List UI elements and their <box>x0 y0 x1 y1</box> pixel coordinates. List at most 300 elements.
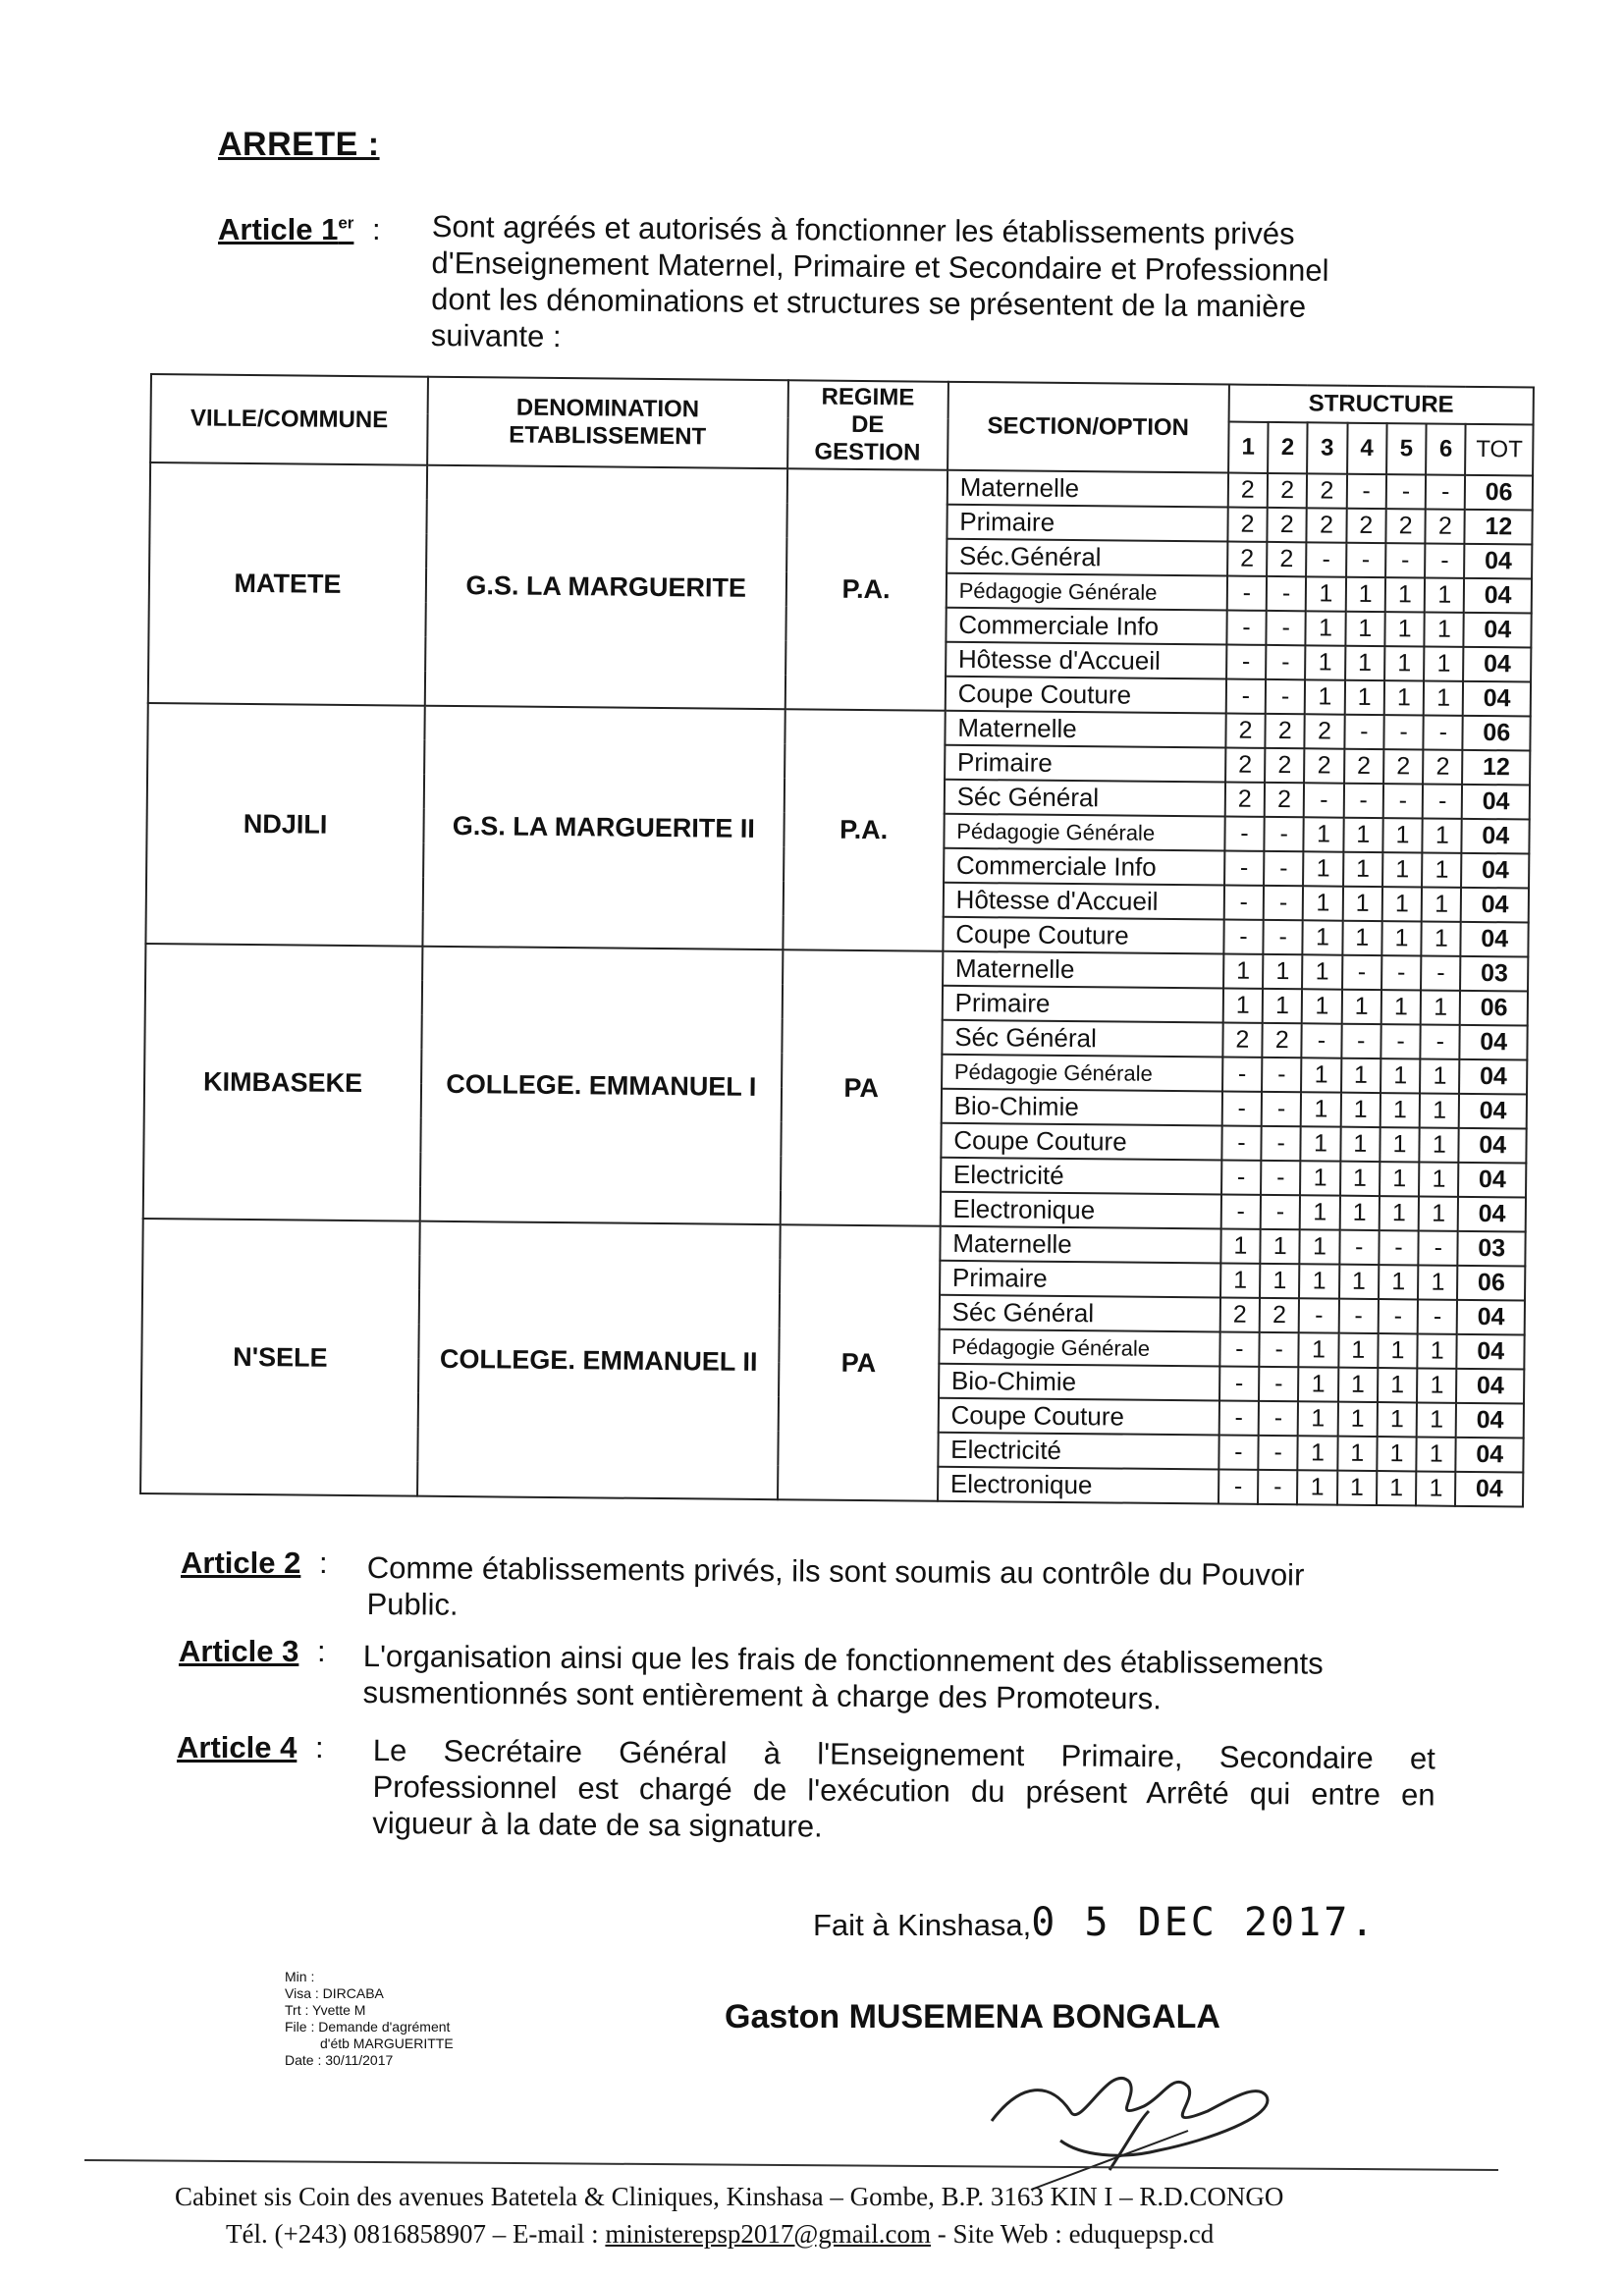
cell-year-6: 1 <box>1424 680 1464 715</box>
cell-year-2: 2 <box>1262 1023 1302 1058</box>
cell-year-1: 1 <box>1223 954 1264 989</box>
memo-line: Visa : DIRCABA <box>285 1985 384 2001</box>
cell-year-2: - <box>1262 1058 1302 1092</box>
cell-year-4: 1 <box>1338 1333 1379 1368</box>
handwritten-signature <box>962 2023 1316 2199</box>
cell-year-2: - <box>1261 1161 1301 1195</box>
cell-year-5: - <box>1386 474 1427 509</box>
cell-year-2: - <box>1261 1126 1301 1161</box>
cell-year-4: 1 <box>1345 612 1385 646</box>
cell-year-3: 1 <box>1300 1161 1340 1195</box>
cell-year-3: 1 <box>1300 1229 1340 1264</box>
cell-year-1: - <box>1218 1435 1259 1469</box>
cell-year-6: 1 <box>1416 1471 1456 1505</box>
cell-year-1: - <box>1218 1400 1259 1435</box>
footer-address: Cabinet sis Coin des avenues Batetela & Cliniques, Kinshasa – Gombe, B.P. 3163 KIN I – R.D.CONGO <box>175 2182 1284 2211</box>
article-1-line: dont les dénominations et structures se présentent de la manière <box>431 281 1307 324</box>
cell-year-5: 1 <box>1384 646 1425 680</box>
cell-total: 04 <box>1457 1300 1525 1335</box>
cell-ville: KIMBASEKE <box>143 944 423 1221</box>
cell-total: 04 <box>1456 1369 1524 1404</box>
cell-total: 04 <box>1464 613 1532 648</box>
cell-regime: PA <box>778 1224 941 1501</box>
cell-section: Pédagogie Générale <box>942 1055 1222 1092</box>
cell-year-6: 1 <box>1423 818 1463 852</box>
cell-year-1: - <box>1223 886 1264 920</box>
cell-year-3: 1 <box>1303 920 1343 954</box>
article-3-header <box>179 1632 336 1671</box>
cell-year-6: - <box>1419 1230 1459 1265</box>
cell-year-2: - <box>1259 1401 1299 1436</box>
cell-year-4: 1 <box>1340 1093 1380 1127</box>
cell-year-2: 2 <box>1268 473 1308 508</box>
cell-year-3: 1 <box>1303 886 1343 920</box>
cell-total: 04 <box>1461 922 1529 957</box>
cell-year-3: 1 <box>1301 1092 1341 1126</box>
cell-year-5: 1 <box>1378 1402 1418 1437</box>
article-2-separator: : <box>318 1546 328 1580</box>
cell-year-6: 1 <box>1420 1093 1460 1127</box>
cell-year-6: 2 <box>1426 509 1466 543</box>
cell-ville: N'SELE <box>140 1219 420 1496</box>
cell-total: 04 <box>1462 819 1530 854</box>
article-4-line: Le Secrétaire Général à l'Enseignement Primaire, Secondaire et <box>372 1733 1435 1776</box>
cell-total: 04 <box>1460 1025 1528 1060</box>
cell-year-1: - <box>1221 1161 1262 1195</box>
article-3-label: Article 3 <box>179 1634 299 1668</box>
cell-year-3: 1 <box>1300 1195 1340 1229</box>
cell-section: Séc Général <box>942 1020 1222 1058</box>
cell-year-3: - <box>1304 783 1344 817</box>
header-denomination: DENOMINATION ETABLISSEMENT <box>427 377 787 469</box>
cell-year-6: - <box>1426 474 1466 509</box>
cell-year-4: 1 <box>1340 1162 1380 1196</box>
cell-year-6: - <box>1418 1299 1458 1333</box>
cell-year-5: - <box>1383 784 1424 818</box>
article-2-line: Public. <box>366 1586 459 1622</box>
cell-year-5: 1 <box>1384 612 1425 646</box>
cell-year-6: 1 <box>1420 1058 1460 1093</box>
cell-total: 04 <box>1465 544 1533 579</box>
cell-etablissement: G.S. LA MARGUERITE <box>425 465 787 710</box>
header-section: SECTION/OPTION <box>947 382 1229 473</box>
cell-year-1: - <box>1226 679 1267 714</box>
cell-section: Electronique <box>940 1192 1220 1229</box>
article-2-header <box>181 1544 338 1583</box>
article-1-line: d'Enseignement Maternel, Primaire et Secondaire et Professionnel <box>431 244 1329 288</box>
header-ville: VILLE/COMMUNE <box>150 374 428 465</box>
cell-year-4: 1 <box>1342 887 1382 921</box>
cell-section: Pédagogie Générale <box>944 814 1224 851</box>
header-col-6: 6 <box>1426 423 1466 474</box>
cell-total: 12 <box>1465 510 1533 545</box>
cell-year-5: 1 <box>1380 1196 1420 1230</box>
cell-year-4: 1 <box>1339 1265 1380 1299</box>
cell-year-3: - <box>1306 542 1346 576</box>
cell-year-6: 1 <box>1424 646 1464 680</box>
cell-total: 03 <box>1460 956 1528 992</box>
cell-year-2: - <box>1258 1436 1298 1470</box>
cell-year-2: 2 <box>1267 542 1307 576</box>
cell-year-2: - <box>1266 611 1306 645</box>
structure-table <box>139 373 1535 1507</box>
cell-year-6: - <box>1421 1024 1461 1058</box>
cell-total: 04 <box>1463 681 1531 717</box>
cell-year-1: - <box>1224 817 1265 851</box>
cell-year-4: 1 <box>1343 818 1383 852</box>
cell-year-3: 1 <box>1298 1401 1338 1436</box>
cell-section: Hôtesse d'Accueil <box>943 883 1223 920</box>
article-3-body <box>362 1638 1323 1718</box>
cell-year-4: 1 <box>1337 1402 1378 1437</box>
cell-year-1: - <box>1221 1126 1262 1161</box>
cell-year-5: 1 <box>1379 1265 1419 1299</box>
cell-year-6: 1 <box>1417 1402 1457 1437</box>
cell-year-6: 1 <box>1422 887 1462 921</box>
cell-etablissement: G.S. LA MARGUERITE II <box>422 706 785 950</box>
article-3-line: L'organisation ainsi que les frais de fonctionnement des établissements <box>362 1639 1324 1681</box>
cell-year-2: 1 <box>1263 989 1303 1023</box>
cell-section: Pédagogie Générale <box>946 573 1226 611</box>
cell-year-3: 1 <box>1306 611 1346 645</box>
cell-year-1: - <box>1227 576 1268 611</box>
cell-year-3: 1 <box>1305 679 1345 714</box>
article-3-line: susmentionnés sont entièrement à charge des Promoteurs. <box>362 1674 1163 1716</box>
article-1-header <box>218 204 391 249</box>
place-date-line <box>813 1900 1377 1945</box>
cell-total: 03 <box>1458 1231 1526 1267</box>
cell-ville: NDJILI <box>145 703 424 947</box>
cell-year-3: 1 <box>1299 1264 1339 1298</box>
article-1-label: Article 1er <box>218 212 354 247</box>
cell-year-4: - <box>1346 543 1386 577</box>
cell-regime: P.A. <box>783 709 946 951</box>
header-col-1: 1 <box>1228 422 1269 473</box>
cell-year-1: 1 <box>1222 989 1263 1023</box>
footer <box>175 2178 1283 2252</box>
cell-year-1: - <box>1219 1332 1260 1367</box>
cell-section: Maternelle <box>945 711 1225 748</box>
cell-year-1: - <box>1220 1195 1261 1229</box>
date-stamp: 0 5 DEC 2017. <box>1031 1900 1378 1945</box>
cell-year-3: 1 <box>1297 1470 1337 1504</box>
cell-year-2: 2 <box>1265 783 1305 817</box>
cell-year-2: - <box>1264 851 1304 886</box>
footer-website: - Site Web : eduquepsp.cd <box>931 2219 1215 2249</box>
cell-year-6: - <box>1424 715 1464 749</box>
article-4-separator: : <box>314 1730 324 1764</box>
cell-year-2: 2 <box>1265 748 1305 783</box>
cell-year-4: 2 <box>1346 509 1386 543</box>
cell-section: Maternelle <box>940 1226 1220 1264</box>
cell-year-5: 1 <box>1382 818 1423 852</box>
cell-section: Maternelle <box>943 951 1223 989</box>
cell-year-6: 1 <box>1419 1196 1459 1230</box>
cell-year-6: - <box>1423 784 1463 818</box>
cell-year-1: 2 <box>1225 714 1266 748</box>
cell-year-3: 2 <box>1304 748 1344 783</box>
cell-year-1: - <box>1221 1092 1262 1126</box>
cell-year-2: - <box>1259 1367 1299 1401</box>
cell-year-5: 1 <box>1380 1162 1420 1196</box>
cell-year-3: - <box>1299 1298 1339 1332</box>
header-col-3: 3 <box>1307 422 1347 473</box>
cell-year-1: 2 <box>1222 1023 1263 1058</box>
article-1-body <box>431 208 1329 361</box>
cell-year-6: - <box>1425 543 1465 577</box>
cell-year-2: 2 <box>1260 1298 1300 1332</box>
cell-year-1: 2 <box>1219 1298 1260 1332</box>
cell-year-3: 1 <box>1302 954 1342 989</box>
cell-year-1: 2 <box>1227 542 1268 576</box>
cell-section: Maternelle <box>947 470 1228 508</box>
cell-year-1: - <box>1226 645 1267 679</box>
cell-etablissement: COLLEGE. EMMANUEL II <box>417 1221 780 1500</box>
cell-year-3: - <box>1302 1023 1342 1058</box>
routing-memo <box>285 1969 454 2069</box>
cell-year-4: 1 <box>1345 577 1385 612</box>
cell-year-1: 2 <box>1228 473 1269 508</box>
cell-year-3: 2 <box>1305 714 1345 748</box>
cell-total: 06 <box>1457 1266 1525 1301</box>
footer-phone: Tél. (+243) 0816858907 – E-mail : <box>226 2219 606 2249</box>
cell-year-5: 1 <box>1382 852 1423 887</box>
cell-year-4: - <box>1346 474 1386 509</box>
cell-year-5: 1 <box>1378 1333 1418 1368</box>
cell-section: Coupe Couture <box>938 1398 1218 1436</box>
memo-line: Min : <box>285 1969 315 1984</box>
article-2-label: Article 2 <box>181 1546 301 1580</box>
header-col-4: 4 <box>1347 423 1387 474</box>
cell-year-6: 1 <box>1422 852 1462 887</box>
article-2-body <box>366 1549 1304 1629</box>
cell-year-5: 1 <box>1381 990 1422 1024</box>
cell-ville: MATETE <box>148 462 427 706</box>
cell-total: 04 <box>1464 578 1532 614</box>
cell-year-2: 1 <box>1260 1229 1300 1264</box>
cell-section: Bio-Chimie <box>939 1364 1219 1401</box>
cell-year-1: 2 <box>1227 508 1268 542</box>
cell-year-4: 1 <box>1339 1196 1380 1230</box>
cell-year-2: - <box>1259 1332 1299 1367</box>
cell-year-2: - <box>1266 679 1306 714</box>
cell-year-3: 1 <box>1303 851 1343 886</box>
article-4-line: vigueur à la date de sa signature. <box>372 1805 823 1844</box>
cell-year-5: - <box>1381 955 1422 990</box>
cell-year-1: - <box>1218 1469 1259 1503</box>
cell-year-5: 1 <box>1384 680 1425 715</box>
cell-year-5: 1 <box>1382 887 1423 921</box>
memo-line: Trt : Yvette M <box>285 2002 366 2018</box>
cell-year-4: - <box>1342 955 1382 990</box>
cell-year-6: - <box>1421 955 1461 990</box>
cell-total: 04 <box>1459 1059 1527 1095</box>
cell-section: Coupe Couture <box>943 917 1223 954</box>
cell-year-5: - <box>1385 543 1426 577</box>
cell-section: Primaire <box>942 986 1222 1023</box>
cell-year-3: 1 <box>1301 1058 1341 1092</box>
cell-section: Electricité <box>941 1158 1221 1195</box>
header-col-5: 5 <box>1386 423 1427 474</box>
cell-section: Commerciale Info <box>944 848 1224 886</box>
cell-year-3: 2 <box>1307 473 1347 508</box>
cell-section: Primaire <box>940 1261 1220 1298</box>
cell-year-4: 2 <box>1344 749 1384 784</box>
cell-year-6: 2 <box>1423 749 1463 784</box>
cell-total: 04 <box>1459 1094 1527 1129</box>
cell-regime: PA <box>780 950 943 1226</box>
cell-year-1: - <box>1223 920 1264 954</box>
cell-year-2: 1 <box>1260 1264 1300 1298</box>
cell-year-1: 2 <box>1225 748 1266 783</box>
cell-year-6: 1 <box>1420 1127 1460 1162</box>
cell-year-2: - <box>1264 886 1304 920</box>
cell-year-4: 1 <box>1342 921 1382 955</box>
cell-section: Electronique <box>938 1467 1218 1504</box>
cell-year-5: - <box>1379 1230 1419 1265</box>
cell-total: 04 <box>1455 1472 1523 1507</box>
cell-year-1: 1 <box>1220 1229 1261 1264</box>
cell-section: Séc Général <box>944 780 1224 817</box>
cell-year-3: 1 <box>1302 989 1342 1023</box>
page-heading: ARRETE : <box>218 126 380 163</box>
cell-section: Séc Général <box>939 1295 1219 1332</box>
cell-year-6: 1 <box>1425 612 1465 646</box>
cell-year-5: 1 <box>1377 1437 1417 1471</box>
header-structure: STRUCTURE <box>1228 385 1534 425</box>
cell-total: 04 <box>1464 647 1532 682</box>
cell-section: Electricité <box>938 1433 1218 1470</box>
cell-total: 06 <box>1465 475 1533 511</box>
cell-total: 06 <box>1463 716 1531 751</box>
cell-section: Pédagogie Générale <box>939 1329 1219 1367</box>
cell-year-5: 2 <box>1385 509 1426 543</box>
cell-year-5: 1 <box>1381 921 1422 955</box>
cell-year-3: 1 <box>1298 1436 1338 1470</box>
cell-year-4: - <box>1338 1299 1379 1333</box>
cell-year-6: 1 <box>1417 1368 1457 1402</box>
cell-section: Bio-Chimie <box>941 1089 1221 1126</box>
cell-year-3: 1 <box>1306 576 1346 611</box>
cell-year-1: 2 <box>1224 783 1265 817</box>
cell-year-2: 2 <box>1267 508 1307 542</box>
footer-contact <box>175 2215 1283 2252</box>
cell-year-5: 2 <box>1383 749 1424 784</box>
cell-year-6: 1 <box>1417 1437 1457 1471</box>
article-1-line: Sont agréés et autorisés à fonctionner les établissements privés <box>431 208 1295 251</box>
cell-regime: P.A. <box>785 468 947 711</box>
article-4-line: Professionnel est chargé de l'exécution du présent Arrêté qui entre en <box>372 1768 1435 1813</box>
header-col-2: 2 <box>1268 422 1308 473</box>
cell-year-4: 1 <box>1340 1127 1380 1162</box>
cell-year-6: 1 <box>1419 1162 1459 1196</box>
cell-year-2: - <box>1262 1092 1302 1126</box>
footer-email-link[interactable]: ministerepsp2017@gmail.com <box>605 2219 931 2249</box>
cell-year-3: 2 <box>1307 508 1347 542</box>
cell-year-1: - <box>1224 851 1265 886</box>
cell-year-3: 1 <box>1305 645 1345 679</box>
cell-year-4: - <box>1339 1230 1380 1265</box>
cell-total: 04 <box>1457 1334 1525 1370</box>
cell-year-4: - <box>1343 784 1383 818</box>
cell-year-1: 1 <box>1220 1264 1261 1298</box>
cell-year-5: 1 <box>1385 577 1426 612</box>
cell-section: Primaire <box>947 505 1227 542</box>
cell-year-2: 2 <box>1265 714 1305 748</box>
cell-year-2: - <box>1264 817 1304 851</box>
cell-year-2: - <box>1266 645 1306 679</box>
cell-year-4: 1 <box>1344 680 1384 715</box>
cell-year-6: 1 <box>1425 577 1465 612</box>
memo-line: d'étb MARGUERITTE <box>320 2035 454 2051</box>
cell-year-2: 1 <box>1263 954 1303 989</box>
cell-year-3: 1 <box>1301 1126 1341 1161</box>
cell-total: 04 <box>1456 1403 1524 1438</box>
cell-total: 04 <box>1458 1163 1526 1198</box>
cell-year-1: - <box>1219 1367 1260 1401</box>
cell-section: Coupe Couture <box>941 1123 1221 1161</box>
cell-section: Commerciale Info <box>946 608 1226 645</box>
cell-year-4: 1 <box>1341 1058 1381 1093</box>
header-regime: REGIME DE GESTION <box>787 380 948 470</box>
cell-year-2: - <box>1258 1470 1298 1504</box>
cell-year-4: 1 <box>1337 1471 1378 1505</box>
cell-year-4: 1 <box>1338 1368 1379 1402</box>
signer-name: Gaston MUSEMENA BONGALA <box>725 1998 1220 2035</box>
cell-year-2: - <box>1263 920 1303 954</box>
cell-year-6: 1 <box>1418 1333 1458 1368</box>
cell-year-5: 1 <box>1378 1368 1418 1402</box>
cell-year-2: - <box>1267 576 1307 611</box>
place-text: Fait à Kinshasa, <box>813 1908 1032 1942</box>
structure-table-body <box>140 462 1533 1506</box>
article-1-line: suivante : <box>430 317 562 354</box>
memo-line: File : Demande d'agrément <box>285 2019 451 2035</box>
article-4-body <box>372 1732 1435 1849</box>
cell-total: 04 <box>1461 888 1529 923</box>
cell-year-4: 1 <box>1345 646 1385 680</box>
cell-year-5: - <box>1379 1299 1419 1333</box>
cell-year-4: 1 <box>1343 852 1383 887</box>
cell-etablissement: COLLEGE. EMMANUEL I <box>420 947 783 1225</box>
cell-year-3: 1 <box>1304 817 1344 851</box>
cell-year-3: 1 <box>1299 1332 1339 1367</box>
cell-year-3: 1 <box>1298 1367 1338 1401</box>
cell-year-5: 1 <box>1377 1471 1417 1505</box>
cell-section: Hôtesse d'Accueil <box>946 642 1226 679</box>
cell-year-5: 1 <box>1380 1058 1421 1093</box>
cell-section: Séc.Général <box>947 539 1227 576</box>
cell-year-1: - <box>1226 611 1267 645</box>
cell-year-6: 1 <box>1421 990 1461 1024</box>
cell-section: Primaire <box>945 745 1225 783</box>
cell-year-1: - <box>1222 1058 1263 1092</box>
article-4-header <box>177 1728 334 1767</box>
cell-year-5: - <box>1380 1024 1421 1058</box>
cell-year-4: - <box>1341 1024 1381 1058</box>
article-4-label: Article 4 <box>177 1730 298 1764</box>
cell-total: 04 <box>1459 1128 1527 1164</box>
cell-year-5: - <box>1383 715 1424 749</box>
cell-total: 12 <box>1463 750 1531 786</box>
cell-year-2: - <box>1261 1195 1301 1229</box>
cell-year-4: 1 <box>1341 990 1381 1024</box>
cell-year-4: 1 <box>1337 1437 1378 1471</box>
article-2-line: Comme établissements privés, ils sont soumis au contrôle du Pouvoir <box>366 1550 1305 1593</box>
memo-line: Date : 30/11/2017 <box>285 2052 394 2068</box>
cell-section: Coupe Couture <box>945 677 1225 714</box>
cell-total: 04 <box>1458 1197 1526 1232</box>
